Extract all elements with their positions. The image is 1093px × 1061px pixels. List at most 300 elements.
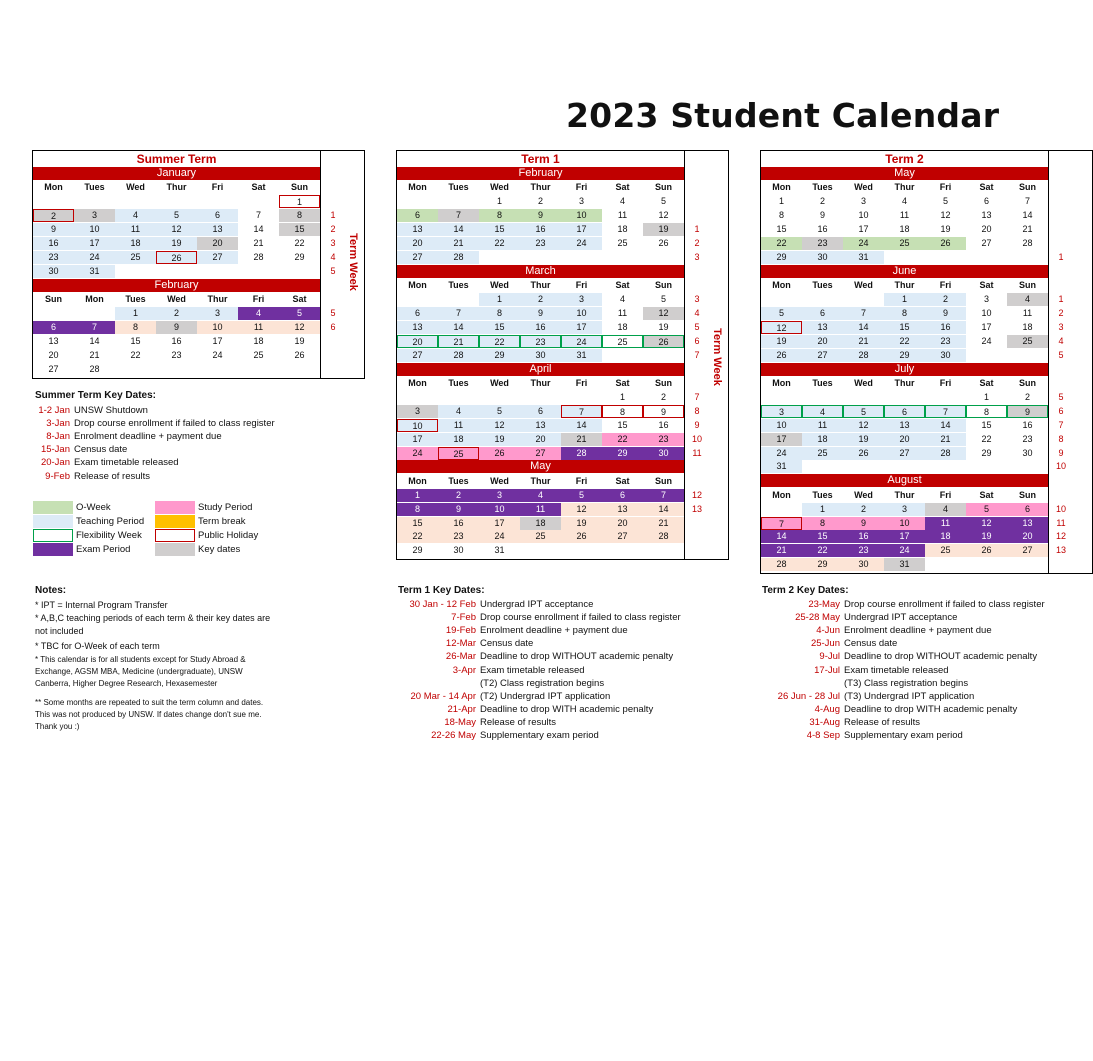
day-cell: 20	[884, 433, 925, 446]
day-cell: 5	[966, 503, 1007, 516]
day-cell: 14	[761, 530, 802, 543]
day-cell: 14	[253, 224, 264, 235]
day-cell: 24	[479, 530, 520, 543]
day-cell: 23	[802, 237, 843, 250]
day-cell: 23	[643, 433, 684, 446]
day-cell: 4	[619, 196, 625, 207]
day-cell: 22	[479, 237, 520, 250]
day-cell: 2	[156, 307, 197, 320]
day-cell: 4	[925, 503, 966, 516]
key-date-text: Release of results	[844, 716, 921, 728]
weekday-label: Fri	[575, 182, 588, 193]
day-cell: 22	[884, 335, 925, 348]
day-cell: 17	[212, 335, 223, 346]
day-cell: 15	[884, 321, 925, 334]
day-cell: 24	[884, 544, 925, 557]
day-cell: 24	[74, 251, 115, 264]
term2-month-may: May	[761, 167, 1048, 180]
day-cell: 1	[115, 307, 156, 320]
day-cell: 4	[438, 405, 479, 418]
key-date-date: 25-28 May	[795, 612, 840, 624]
key-date-date: 1-2 Jan	[38, 405, 70, 416]
term-week-number: 3	[330, 238, 336, 248]
legend-label: Public Holiday	[198, 530, 259, 541]
key-date-text: Enrolment deadline + payment due	[844, 625, 992, 637]
day-cell: 6	[397, 307, 438, 320]
day-cell: 27	[884, 447, 925, 460]
day-cell: 21	[253, 238, 264, 248]
term1-border	[396, 150, 729, 560]
term1-key-dates-title: Term 1 Key Dates:	[398, 585, 485, 596]
day-cell: 26	[658, 238, 669, 248]
day-cell: 15	[776, 224, 787, 235]
day-cell: 17	[561, 223, 602, 236]
weekday-label: Sun	[291, 182, 308, 193]
day-cell: 13	[397, 321, 438, 334]
weekday-label: Tues	[812, 489, 833, 500]
day-cell: 8	[966, 405, 1007, 418]
day-cell: 7	[255, 210, 261, 221]
day-cell: 19	[940, 224, 951, 235]
day-cell: 28	[761, 558, 802, 571]
term2-key-dates-title: Term 2 Key Dates:	[762, 585, 849, 596]
key-date-date: 20-Jan	[40, 457, 70, 469]
day-cell: 1	[496, 196, 502, 207]
key-date-text: Supplementary exam period	[480, 730, 599, 741]
day-cell: 28	[438, 349, 479, 362]
weekday-label: Tues	[812, 280, 833, 291]
term-week-number: 1	[1058, 294, 1064, 305]
day-cell: 7	[643, 489, 684, 502]
day-cell: 5	[660, 294, 666, 305]
weekday-label: Fri	[211, 182, 224, 193]
term-week-number: 12	[691, 489, 702, 500]
day-cell: 9	[438, 503, 479, 516]
day-cell: 13	[981, 210, 992, 221]
key-date-date: 25-Jun	[810, 638, 840, 650]
summer-key-dates-title: Summer Term Key Dates:	[35, 390, 156, 401]
day-cell: 8	[397, 503, 438, 516]
day-cell: 14	[438, 321, 479, 334]
legend-swatch	[155, 501, 195, 514]
day-cell: 18	[802, 433, 843, 446]
day-cell: 29	[479, 349, 520, 362]
day-cell: 31	[494, 545, 505, 556]
day-cell: 9	[843, 517, 884, 530]
day-cell: 4	[1007, 293, 1048, 306]
weekday-label: Tues	[448, 280, 469, 291]
term1-month-april: April	[397, 363, 684, 376]
day-cell: 31	[884, 558, 925, 571]
day-cell: 29	[602, 447, 643, 460]
day-cell: 17	[397, 433, 438, 446]
day-cell: 15	[802, 530, 843, 543]
weekday-label: Fri	[939, 280, 952, 291]
day-cell: 19	[643, 223, 684, 236]
day-cell: 26	[966, 544, 1007, 557]
notes-title: Notes:	[35, 585, 67, 596]
summer-week-column-divider	[320, 150, 321, 379]
weekday-label: Sat	[979, 280, 994, 291]
day-cell: 22	[802, 544, 843, 557]
day-cell: 20	[602, 517, 643, 530]
day-cell: 18	[253, 335, 264, 346]
key-date-row	[762, 598, 1045, 612]
key-date-text: Deadline to drop WITHOUT academic penalty	[480, 651, 674, 663]
term-week-label: Term Week	[710, 328, 723, 386]
day-cell: 2	[520, 293, 561, 306]
key-date-text: Drop course enrollment if failed to class register	[74, 418, 275, 430]
legend-label: Flexibility Week	[76, 530, 142, 541]
day-cell: 6	[197, 209, 238, 222]
day-cell: 26	[843, 447, 884, 460]
day-cell: 28	[1022, 238, 1033, 248]
term-week-number: 9	[694, 419, 700, 430]
term-week-number: 5	[330, 265, 336, 276]
day-cell: 11	[617, 308, 628, 318]
day-cell: 4	[520, 489, 561, 502]
key-date-row	[398, 664, 585, 678]
day-cell: 15	[479, 321, 520, 334]
day-cell: 6	[397, 209, 438, 222]
day-cell: 5	[942, 196, 948, 207]
day-cell: 28	[89, 363, 100, 374]
term-week-number: 10	[1055, 461, 1066, 472]
day-cell: 26	[643, 335, 684, 348]
day-cell: 16	[658, 419, 669, 430]
day-cell: 9	[33, 223, 74, 236]
day-cell: 23	[438, 530, 479, 543]
key-date-text: (T3) Undergrad IPT application	[844, 690, 975, 702]
day-cell: 10	[561, 307, 602, 320]
day-cell: 9	[925, 307, 966, 320]
day-cell: 29	[802, 558, 843, 571]
day-cell: 18	[617, 224, 628, 235]
term2-border	[760, 150, 1093, 574]
day-cell: 13	[802, 321, 843, 334]
term-week-number: 11	[1056, 517, 1066, 528]
day-cell: 16	[817, 224, 828, 235]
key-date-date: 19-Feb	[445, 625, 476, 637]
key-date-date: 7-Feb	[451, 612, 476, 624]
key-date-date: 4-8 Sep	[806, 730, 840, 741]
day-cell: 12	[479, 419, 520, 432]
day-cell: 19	[658, 321, 669, 332]
day-cell: 16	[438, 517, 479, 530]
weekday-label: Fri	[575, 280, 588, 291]
key-date-text: Census date	[480, 638, 534, 650]
day-cell: 21	[561, 433, 602, 446]
key-date-row	[762, 729, 963, 743]
key-date-text: Enrolment deadline + payment due	[480, 625, 628, 637]
day-cell: 27	[397, 251, 438, 264]
day-cell: 15	[397, 517, 438, 530]
term-week-number: 5	[330, 308, 336, 318]
weekday-label: Fri	[939, 489, 952, 500]
key-date-date: 18-May	[444, 716, 476, 728]
day-cell: 12	[279, 321, 320, 334]
day-cell: 8	[479, 307, 520, 320]
weekday-label: Wed	[854, 280, 873, 291]
weekday-label: Sun	[655, 280, 672, 291]
weekday-label: Tues	[448, 475, 469, 486]
summer-title: Summer Term	[136, 152, 217, 166]
weekday-label: Thur	[530, 182, 551, 193]
key-date-row	[34, 456, 179, 470]
weekday-label: Thur	[530, 378, 551, 388]
day-cell: 29	[981, 447, 992, 458]
term2-week-column-divider	[1048, 150, 1049, 574]
term-week-number: 5	[1058, 391, 1064, 402]
day-cell: 8	[279, 209, 320, 222]
day-cell: 24	[981, 335, 992, 346]
key-date-text: Drop course enrollment if failed to class register	[480, 612, 681, 624]
term-week-number: 7	[1058, 419, 1064, 430]
day-cell: 6	[602, 489, 643, 502]
weekday-label: Sun	[655, 378, 672, 388]
day-cell: 3	[397, 405, 438, 418]
key-date-text: UNSW Shutdown	[74, 405, 148, 416]
key-date-row	[762, 611, 957, 625]
key-date-text: Release of results	[480, 716, 557, 728]
day-cell: 22	[981, 433, 992, 444]
day-cell: 11	[925, 517, 966, 530]
day-cell: 11	[1022, 308, 1033, 318]
key-date-row	[398, 611, 681, 625]
day-cell: 13	[520, 419, 561, 432]
term1-month-march: March	[397, 265, 684, 278]
day-cell: 21	[89, 349, 100, 360]
day-cell: 7	[1024, 196, 1030, 207]
day-cell: 19	[843, 433, 884, 446]
day-cell: 18	[617, 321, 628, 332]
day-cell: 16	[843, 530, 884, 543]
key-date-row	[762, 716, 920, 730]
term-week-number: 7	[694, 349, 700, 360]
term1-week-column-divider	[684, 150, 685, 560]
day-cell: 7	[561, 405, 602, 418]
term-week-number: 6	[330, 321, 336, 332]
key-date-row	[398, 624, 628, 638]
term1-month-february: February	[397, 167, 684, 180]
term1-month-may: May	[397, 460, 684, 473]
day-cell: 31	[561, 349, 602, 362]
day-cell: 7	[438, 209, 479, 222]
term-week-number: 8	[1058, 433, 1064, 444]
day-cell: 20	[1007, 530, 1048, 543]
day-cell: 23	[520, 237, 561, 250]
day-cell: 14	[925, 419, 966, 432]
key-date-text: (T2) Class registration begins	[480, 677, 605, 689]
day-cell: 10	[858, 210, 869, 221]
day-cell: 5	[561, 489, 602, 502]
day-cell: 30	[453, 545, 464, 556]
day-cell: 11	[438, 419, 479, 432]
weekday-label: Fri	[252, 294, 265, 305]
key-date-date: 8-Jan	[46, 431, 70, 443]
key-date-date: 9-Feb	[45, 470, 70, 482]
legend-label: Term break	[198, 516, 246, 527]
day-cell: 14	[1022, 210, 1033, 221]
day-cell: 26	[294, 349, 305, 360]
day-cell: 3	[479, 489, 520, 502]
weekday-label: Mon	[44, 182, 63, 193]
day-cell: 1	[619, 391, 625, 402]
weekday-label: Wed	[490, 280, 509, 291]
day-cell: 8	[884, 307, 925, 320]
weekday-label: Fri	[575, 378, 588, 388]
note-small-line: * This calendar is for all students except for Study Abroad & Exchange, AGSM MBA, Medicine (undergraduate), UNSW Canberra, Higher Degree Research, Hexasemester	[35, 655, 246, 688]
key-date-text: Census date	[844, 638, 898, 650]
day-cell: 12	[156, 223, 197, 236]
weekday-label: Tues	[84, 182, 105, 193]
term-week-number: 5	[694, 321, 700, 332]
day-cell: 30	[802, 251, 843, 264]
weekday-label: Thur	[894, 182, 915, 193]
day-cell: 13	[1007, 517, 1048, 530]
day-cell: 7	[843, 307, 884, 320]
weekday-label: Mon	[772, 378, 791, 388]
day-cell: 27	[802, 349, 843, 362]
term-week-number: 6	[1058, 405, 1064, 416]
day-cell: 8	[778, 210, 784, 221]
legend-swatch	[33, 515, 73, 528]
day-cell: 16	[520, 321, 561, 334]
term-week-number: 8	[694, 405, 700, 416]
weekday-label: Wed	[854, 378, 873, 388]
day-cell: 20	[48, 349, 59, 360]
key-date-row	[762, 677, 968, 691]
day-cell: 19	[966, 530, 1007, 543]
day-cell: 30	[1022, 447, 1033, 458]
weekday-label: Wed	[167, 294, 186, 305]
day-cell: 11	[238, 321, 279, 334]
weekday-label: Thur	[166, 182, 187, 193]
key-date-date: 26 Jun - 28 Jul	[777, 690, 840, 702]
day-cell: 24	[561, 335, 602, 348]
key-date-text: Census date	[74, 444, 128, 456]
day-cell: 1	[397, 489, 438, 502]
day-cell: 11	[802, 419, 843, 432]
key-date-date: 3-Jan	[46, 418, 70, 430]
term-week-number: 5	[1058, 349, 1064, 360]
key-date-date: 22-26 May	[431, 730, 476, 741]
weekday-label: Tues	[448, 182, 469, 193]
day-cell: 9	[520, 209, 561, 222]
day-cell: 13	[397, 223, 438, 236]
summer-month-february: February	[33, 279, 320, 292]
day-cell: 23	[925, 335, 966, 348]
day-cell: 23	[520, 335, 561, 348]
key-date-date: 3-Apr	[452, 664, 476, 676]
day-cell: 15	[479, 223, 520, 236]
day-cell: 17	[561, 321, 602, 334]
key-date-text: (T2) Undergrad IPT application	[480, 690, 611, 702]
day-cell: 16	[171, 335, 182, 346]
weekday-label: Sun	[655, 182, 672, 193]
weekday-label: Tues	[812, 378, 833, 388]
day-cell: 7	[74, 321, 115, 334]
day-cell: 1	[479, 293, 520, 306]
day-cell: 26	[561, 530, 602, 543]
day-cell: 24	[212, 349, 223, 360]
day-cell: 24	[397, 447, 438, 460]
day-cell: 10	[884, 517, 925, 530]
key-date-row	[398, 677, 604, 691]
term-week-number: 3	[694, 251, 700, 262]
legend-swatch	[155, 529, 195, 542]
day-cell: 12	[561, 503, 602, 516]
weekday-label: Wed	[490, 182, 509, 193]
key-date-date: 30 Jan - 12 Feb	[409, 599, 476, 610]
day-cell: 22	[602, 433, 643, 446]
day-cell: 10	[397, 419, 438, 432]
weekday-label: Mon	[408, 182, 427, 193]
day-cell: 1	[983, 391, 989, 402]
day-cell: 20	[397, 335, 438, 348]
key-date-row	[34, 443, 127, 457]
day-cell: 2	[819, 196, 825, 207]
day-cell: 19	[561, 517, 602, 530]
day-cell: 20	[397, 237, 438, 250]
weekday-label: Sat	[979, 489, 994, 500]
day-cell: 28	[925, 447, 966, 460]
day-cell: 3	[561, 293, 602, 306]
weekday-label: Sat	[979, 182, 994, 193]
term-week-number: 9	[1058, 447, 1064, 458]
key-date-text: Exam timetable released	[74, 457, 179, 469]
weekday-label: Sun	[655, 475, 672, 486]
day-cell: 4	[802, 405, 843, 418]
day-cell: 18	[520, 517, 561, 530]
day-cell: 3	[983, 294, 989, 305]
day-cell: 10	[561, 209, 602, 222]
day-cell: 30	[520, 349, 561, 362]
day-cell: 29	[294, 251, 305, 262]
key-date-row	[398, 650, 673, 664]
key-date-row	[762, 624, 992, 638]
day-cell: 25	[802, 447, 843, 460]
weekday-label: Mon	[408, 378, 427, 388]
term-week-number: 10	[1055, 503, 1066, 514]
day-cell: 27	[981, 238, 992, 248]
day-cell: 28	[438, 251, 479, 264]
day-cell: 8	[602, 405, 643, 418]
weekday-label: Thur	[530, 475, 551, 486]
day-cell: 13	[602, 503, 643, 516]
key-date-row	[34, 404, 148, 418]
day-cell: 25	[253, 349, 264, 360]
day-cell: 18	[438, 433, 479, 446]
day-cell: 28	[561, 447, 602, 460]
day-cell: 3	[860, 196, 866, 207]
weekday-label: Wed	[854, 489, 873, 500]
legend-swatch	[155, 515, 195, 528]
day-cell: 18	[899, 224, 910, 235]
day-cell: 12	[658, 210, 669, 221]
day-cell: 5	[279, 307, 320, 320]
day-cell: 22	[130, 349, 141, 360]
day-cell: 25	[602, 335, 643, 348]
day-cell: 28	[643, 530, 684, 543]
day-cell: 6	[884, 405, 925, 418]
day-cell: 13	[197, 223, 238, 236]
day-cell: 20	[981, 224, 992, 235]
key-date-date: 31-Aug	[809, 716, 840, 728]
key-date-text: Undergrad IPT acceptance	[844, 612, 958, 624]
day-cell: 10	[479, 503, 520, 516]
day-cell: 25	[884, 237, 925, 250]
